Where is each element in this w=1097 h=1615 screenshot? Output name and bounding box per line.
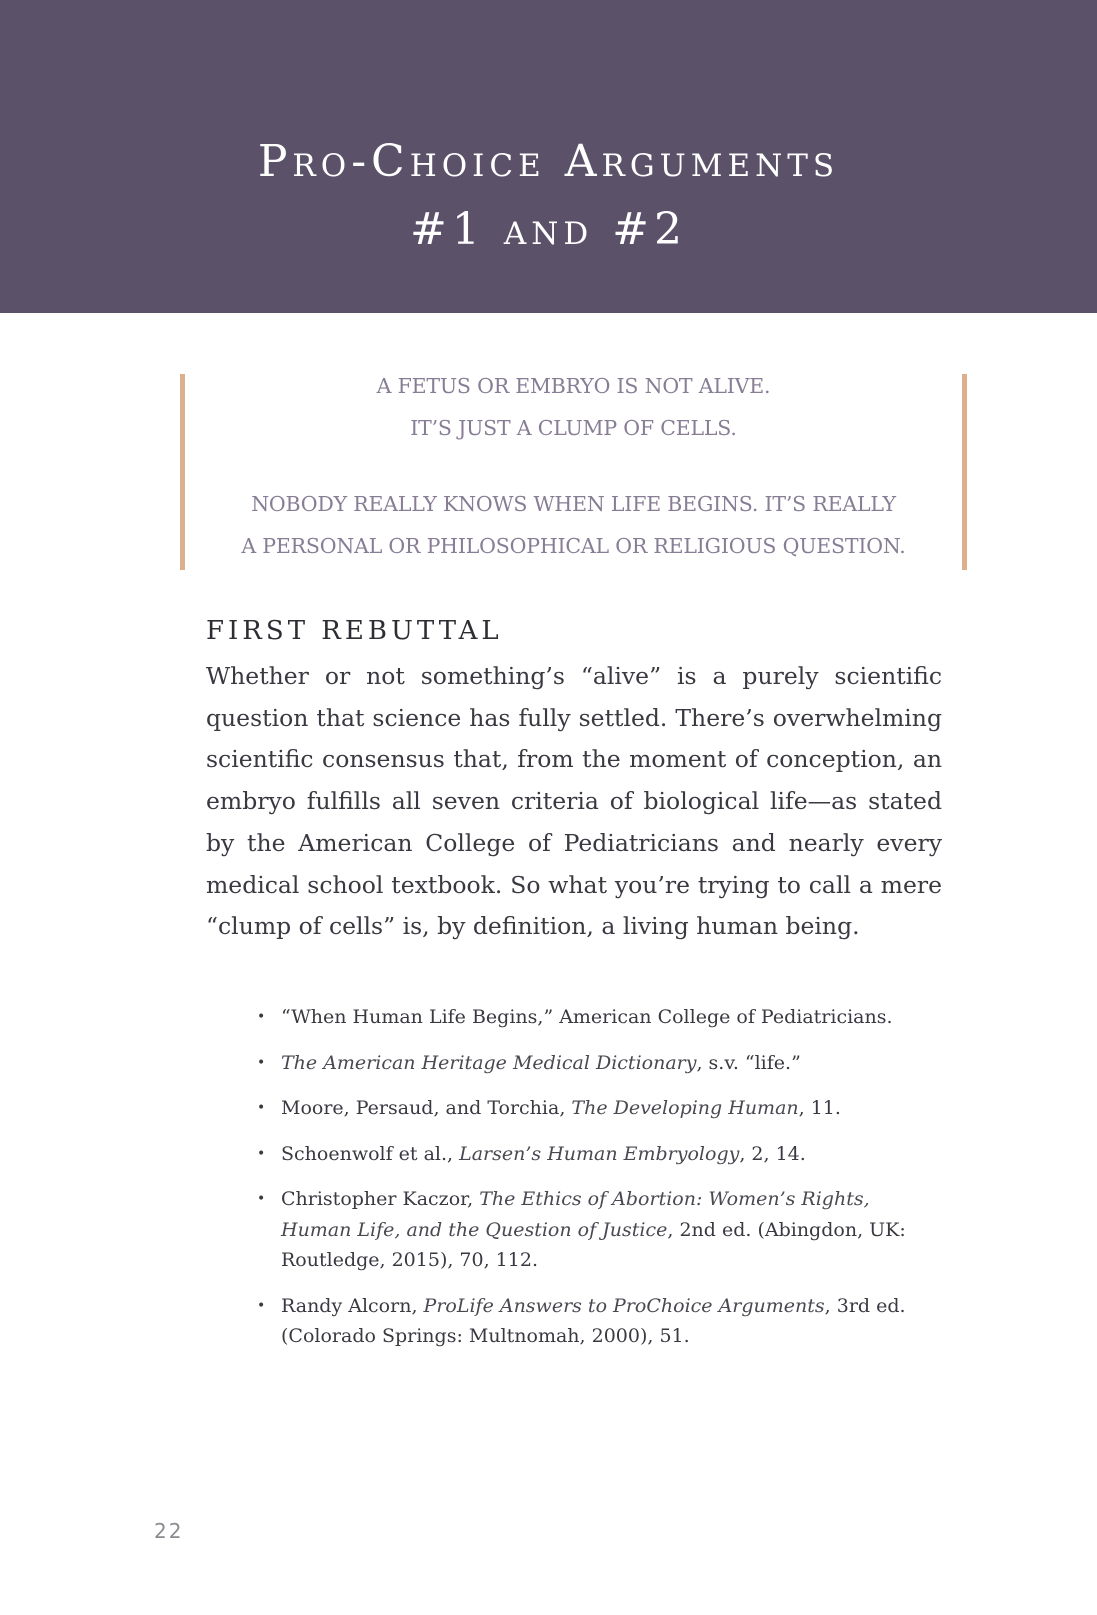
reference-text: Randy Alcorn, [281, 1294, 424, 1317]
reference-text: Christopher Kaczor, [281, 1188, 480, 1210]
reference-list [255, 1002, 945, 1367]
reference-text-end: , 2, 14. [739, 1142, 806, 1165]
pull-quote-right-bar [962, 374, 967, 570]
chapter-title-line-1: Pro-Choice Arguments [257, 136, 840, 187]
reference-item [255, 1048, 945, 1079]
reference-item [255, 1184, 945, 1276]
chapter-title [0, 128, 1097, 264]
reference-item [255, 1002, 945, 1033]
reference-text-end: , 3rd ed. (Colorado Springs: Multnomah, 2000), 51. [281, 1294, 906, 1347]
pull-quote-box [180, 374, 967, 570]
reference-title: ProLife Answers to ProChoice Arguments [423, 1294, 825, 1317]
reference-item [255, 1093, 945, 1124]
page-number: 22 [154, 1519, 184, 1543]
chapter-header-banner [0, 0, 1097, 313]
reference-text-end: , 2nd ed. (Abingdon, UK: Routledge, 2015), 70, 112. [281, 1218, 906, 1271]
reference-text-end: , 11. [798, 1097, 841, 1119]
reference-text: “When Human Life Begins,” American College of Pediatricians. [281, 1006, 893, 1028]
reference-text: Moore, Persaud, and Torchia, [281, 1097, 572, 1119]
reference-title: The American Heritage Medical Dictionary [281, 1051, 697, 1074]
section-heading: FIRST REBUTTAL [206, 616, 503, 646]
bullet-icon: • [257, 1297, 266, 1314]
bullet-icon: • [257, 1009, 266, 1025]
reference-title: The Ethics of Abortion: Women’s Rights, Human Life, and the Question of Justice [281, 1188, 870, 1241]
reference-text-end: , s.v. “life.” [696, 1051, 801, 1074]
reference-title: The Developing Human [571, 1097, 799, 1119]
bullet-icon: • [257, 1191, 266, 1207]
reference-text: Schoenwolf et al., [281, 1142, 460, 1165]
reference-title: Larsen’s Human Embryology [459, 1142, 740, 1165]
bullet-icon: • [257, 1100, 266, 1116]
pull-quote-left-bar [180, 374, 185, 570]
bullet-icon: • [257, 1054, 266, 1071]
quote-1-line-2: IT’S JUST A CLUMP OF CELLS. [410, 416, 737, 440]
quote-2-line-1: NOBODY REALLY KNOWS WHEN LIFE BEGINS. IT’S REALLY [251, 492, 896, 516]
reference-item [255, 1139, 945, 1170]
quote-1-line-1: A FETUS OR EMBRYO IS NOT ALIVE. [376, 374, 771, 398]
bullet-icon: • [257, 1145, 266, 1162]
reference-item [255, 1291, 945, 1352]
chapter-title-line-2: #1 and #2 [409, 204, 688, 255]
quote-2-line-2: A PERSONAL OR PHILOSOPHICAL OR RELIGIOUS QUESTION. [241, 534, 906, 558]
rebuttal-paragraph: Whether or not something’s “alive” is a purely scientific question that science has fully settled. There’s overwhelming scientific consensus that, from the moment of conception, an embryo fulfills all seven criteria of biological life—as stated by the American College of Pediatricians and nearly every medical school textbook. So what you’re trying to call a mere “clump of cells” is, by definition, a living human being. [206, 662, 942, 941]
